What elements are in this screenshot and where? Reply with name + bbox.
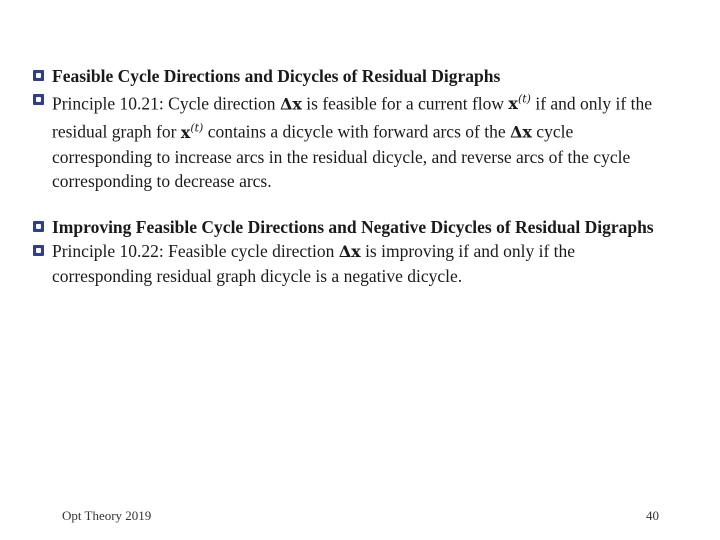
bullet-list (32, 64, 672, 288)
math-delta-x: Δx (279, 94, 302, 114)
math-delta-x: Δx (338, 241, 361, 261)
heading-text: Improving Feasible Cycle Directions and Negative Dicycles of Residual Digraphs (52, 216, 654, 237)
bullet-heading-feasible-cycle (32, 64, 672, 88)
spacer (32, 193, 672, 215)
principle-text-part: is improving if and only if the corresponding residual graph dicycle is a negative dicycle. (52, 240, 576, 286)
heading-text: Feasible Cycle Directions and Dicycles of Residual Digraphs (52, 66, 501, 86)
principle-text-part: is feasible for a current flow (301, 93, 509, 114)
checkbox-bullet-icon (33, 221, 44, 232)
principle-text-part: if and only if the residual graph for (52, 93, 652, 142)
math-superscript: (t) (190, 121, 204, 135)
checkbox-bullet-icon (33, 94, 44, 105)
bullet-principle-10-22 (32, 239, 672, 288)
principle-text-part: Principle 10.22: Feasible cycle direction (52, 240, 339, 261)
math-superscript: (t) (517, 93, 531, 106)
footer-course-label: Opt Theory 2019 (62, 508, 152, 523)
bullet-principle-10-21 (32, 88, 672, 193)
bullet-heading-improving-cycle (32, 215, 672, 239)
math-x-t (508, 94, 531, 113)
checkbox-bullet-icon (33, 70, 44, 81)
math-delta-x: Δx (509, 122, 532, 142)
footer-page-number: 40 (646, 508, 659, 523)
principle-text-part: cycle corresponding to increase arcs in the residual dicycle, and reverse arcs of the cycle corresponding to decrease arcs. (52, 121, 631, 191)
math-base: x (508, 94, 518, 114)
math-x-t (181, 123, 204, 142)
principle-text-part: Principle 10.21: Cycle direction (52, 93, 280, 114)
math-base: x (180, 122, 191, 142)
principle-text-part: contains a dicycle with forward arcs of the (203, 121, 510, 142)
checkbox-bullet-icon (33, 245, 44, 256)
